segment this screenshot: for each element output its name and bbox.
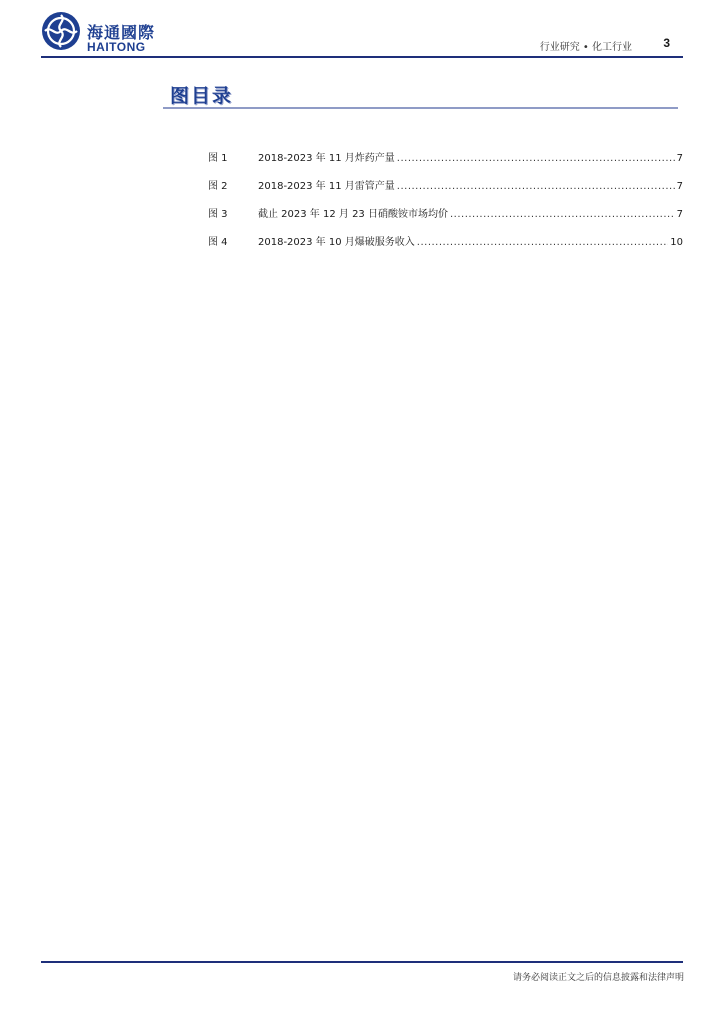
toc-title-divider: [163, 107, 678, 109]
toc-entry-text: 截止 2023 年 12 月 23 日硝酸铵市场均价: [258, 209, 448, 220]
toc-entry[interactable]: [208, 205, 683, 233]
haitong-emblem-icon: [41, 11, 81, 51]
toc-entry[interactable]: [208, 233, 683, 261]
footer-disclaimer: 请务必阅读正文之后的信息披露和法律声明: [512, 973, 684, 983]
header-divider: [41, 56, 683, 58]
toc-title: 图目录: [170, 85, 234, 107]
toc-entry[interactable]: [208, 149, 683, 177]
report-category: 行业研究 • 化工行业: [539, 42, 632, 53]
toc-entry-text: 2018-2023 年 10 月爆破服务收入: [258, 237, 415, 248]
toc-entry-label: 图 3: [208, 209, 228, 220]
page-number: 3: [663, 36, 670, 50]
toc-leader-dots: [397, 181, 675, 192]
toc-entry-page: 7: [676, 181, 683, 192]
toc-entry-page: 7: [676, 153, 683, 164]
toc-entry-page: 10: [670, 237, 683, 248]
toc-entry-label: 图 4: [208, 237, 228, 248]
toc-entry-text: 2018-2023 年 11 月炸药产量: [258, 153, 395, 164]
logo-english-name: HAITONG: [87, 40, 146, 54]
toc-entry-label: 图 1: [208, 153, 228, 164]
figure-toc: [208, 149, 683, 261]
logo-chinese-name: 海通國際: [87, 23, 156, 42]
toc-leader-dots: [417, 237, 668, 248]
toc-leader-dots: [450, 209, 675, 220]
haitong-logo: [41, 11, 171, 54]
toc-entry-label: 图 2: [208, 181, 228, 192]
toc-entry-text: 2018-2023 年 11 月雷管产量: [258, 181, 395, 192]
toc-leader-dots: [397, 153, 675, 164]
footer-divider: [41, 961, 683, 963]
toc-entry[interactable]: [208, 177, 683, 205]
toc-entry-page: 7: [676, 209, 683, 220]
